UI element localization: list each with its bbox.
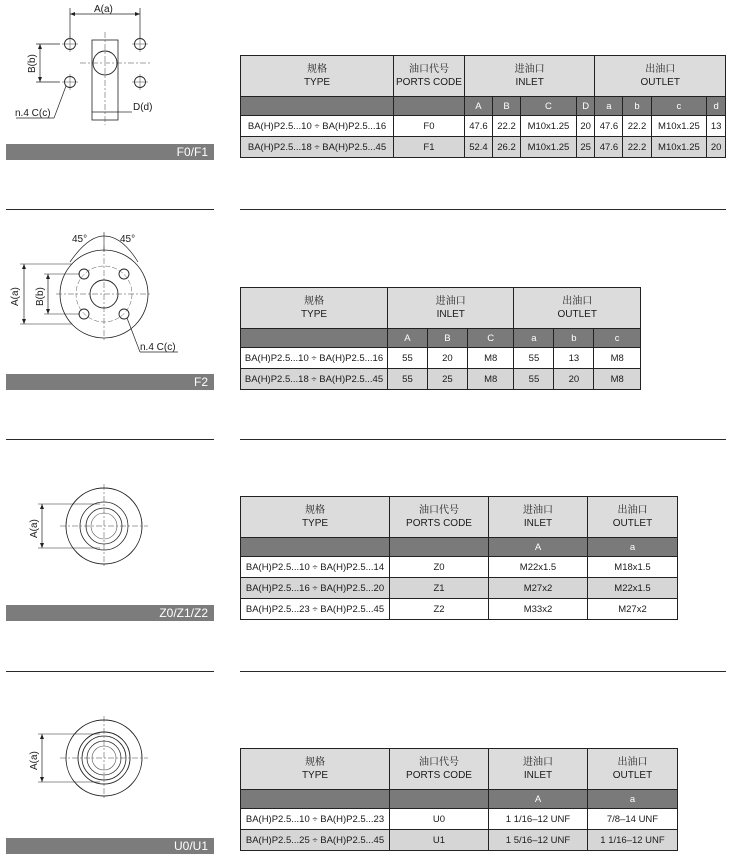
cell: 1 5/16–12 UNF (489, 830, 588, 851)
col-label: a (514, 329, 554, 348)
column-row (241, 329, 641, 348)
cell: BA(H)P2.5...10 ÷ BA(H)P2.5...16 (241, 116, 394, 137)
cell: 25 (427, 369, 467, 390)
dim-b-label: B(b) (35, 287, 46, 306)
cell: Z1 (390, 578, 489, 599)
column-row (241, 790, 678, 809)
dim-c-label: n.4 C(c) (15, 108, 51, 119)
table-row (241, 557, 678, 578)
cell: M27x2 (489, 578, 588, 599)
col-label: b (623, 97, 651, 116)
cell: 22.2 (492, 116, 520, 137)
cell: BA(H)P2.5...10 ÷ BA(H)P2.5...23 (241, 809, 390, 830)
section-divider-right (240, 209, 726, 210)
col-label: b (554, 329, 594, 348)
col-blank (390, 538, 489, 557)
cell: M33x2 (489, 599, 588, 620)
col-label: a (588, 538, 678, 557)
cell: M10x1.25 (651, 137, 707, 158)
col-label: D (576, 97, 595, 116)
col-blank (241, 97, 394, 116)
table-header (241, 497, 678, 538)
cell: BA(H)P2.5...10 ÷ BA(H)P2.5...16 (241, 348, 388, 369)
dim-d-label: D(d) (133, 102, 153, 113)
cell: M22x1.5 (588, 578, 678, 599)
cell: U1 (390, 830, 489, 851)
cell: 7/8–14 UNF (588, 809, 678, 830)
col-label: a (595, 97, 623, 116)
cell: M8 (467, 369, 514, 390)
col-label: C (521, 97, 577, 116)
cell: 52.4 (464, 137, 492, 158)
cell: 25 (576, 137, 595, 158)
cell: 13 (707, 116, 726, 137)
cell: 22.2 (623, 116, 651, 137)
header-outlet: 出油口 OUTLET (514, 288, 641, 329)
table-row (241, 809, 678, 830)
cell: U0 (390, 809, 489, 830)
cell: BA(H)P2.5...23 ÷ BA(H)P2.5...45 (241, 599, 390, 620)
col-blank (394, 97, 465, 116)
table-header (241, 288, 641, 329)
cell: 20 (554, 369, 594, 390)
col-label: a (588, 790, 678, 809)
cell: 20 (576, 116, 595, 137)
header-ports-code: 油口代号 PORTS CODE (390, 749, 489, 790)
table-row (241, 137, 726, 158)
cell: 55 (388, 369, 428, 390)
diagram-f2 (0, 222, 220, 374)
section-label-f0-f1: F0/F1 (6, 144, 214, 160)
column-row (241, 97, 726, 116)
cell: 55 (388, 348, 428, 369)
table-header (241, 56, 726, 97)
diagram-u (0, 700, 220, 840)
diagram-f0-f1 (0, 0, 220, 145)
header-inlet: 进油口 INLET (489, 497, 588, 538)
cell: 47.6 (595, 116, 623, 137)
cell: M8 (594, 348, 641, 369)
cell: Z0 (390, 557, 489, 578)
section-divider-right (240, 671, 726, 672)
diagram-z (0, 470, 220, 610)
header-ports-code: 油口代号 PORTS CODE (394, 56, 465, 97)
cell: 20 (707, 137, 726, 158)
cell: 47.6 (595, 137, 623, 158)
cell: Z2 (390, 599, 489, 620)
cell: 22.2 (623, 137, 651, 158)
dim-a-label: A(a) (29, 519, 40, 538)
cell: M10x1.25 (651, 116, 707, 137)
cell: 20 (427, 348, 467, 369)
cell: M8 (594, 369, 641, 390)
angle-right-label: 45° (120, 234, 136, 245)
dim-a-label: A(a) (10, 287, 21, 306)
cell: 1 1/16–12 UNF (588, 830, 678, 851)
col-label: A (489, 538, 588, 557)
table-row (241, 369, 641, 390)
col-blank (241, 329, 388, 348)
section-label-z: Z0/Z1/Z2 (6, 605, 214, 621)
cell: 1 1/16–12 UNF (489, 809, 588, 830)
cell: M10x1.25 (521, 116, 577, 137)
table-row (241, 348, 641, 369)
cell: BA(H)P2.5...16 ÷ BA(H)P2.5...20 (241, 578, 390, 599)
table-row (241, 578, 678, 599)
cell: 55 (514, 369, 554, 390)
table-row (241, 116, 726, 137)
col-blank (241, 790, 390, 809)
col-blank (241, 538, 390, 557)
cell: 26.2 (492, 137, 520, 158)
section-label-u: U0/U1 (6, 838, 214, 854)
header-type: 规格 TYPE (241, 56, 394, 97)
header-inlet: 进油口 INLET (489, 749, 588, 790)
header-type: 规格 TYPE (241, 497, 390, 538)
header-outlet: 出油口 OUTLET (588, 497, 678, 538)
cell: M10x1.25 (521, 137, 577, 158)
table-row (241, 599, 678, 620)
table-header (241, 749, 678, 790)
dim-b-label: B(b) (27, 54, 38, 73)
col-label: B (427, 329, 467, 348)
cell: BA(H)P2.5...10 ÷ BA(H)P2.5...14 (241, 557, 390, 578)
cell: BA(H)P2.5...18 ÷ BA(H)P2.5...45 (241, 137, 394, 158)
header-outlet: 出油口 OUTLET (595, 56, 726, 97)
cell: BA(H)P2.5...18 ÷ BA(H)P2.5...45 (241, 369, 388, 390)
dim-a-label: A(a) (29, 751, 40, 770)
header-ports-code: 油口代号 PORTS CODE (390, 497, 489, 538)
column-row (241, 538, 678, 557)
col-label: c (651, 97, 707, 116)
cell: 55 (514, 348, 554, 369)
header-inlet: 进油口 INLET (388, 288, 514, 329)
section-divider-right (240, 439, 726, 440)
col-label: A (489, 790, 588, 809)
cell: 13 (554, 348, 594, 369)
header-type: 规格 TYPE (241, 749, 390, 790)
section-label-f2: F2 (6, 374, 214, 390)
col-blank (390, 790, 489, 809)
col-label: C (467, 329, 514, 348)
dim-a-label: A(a) (94, 4, 113, 15)
cell: M27x2 (588, 599, 678, 620)
col-label: B (492, 97, 520, 116)
table-row (241, 830, 678, 851)
section-divider-left (6, 671, 214, 672)
header-type: 规格 TYPE (241, 288, 388, 329)
section-divider-left (6, 209, 214, 210)
section-divider-left (6, 439, 214, 440)
dim-c-label: n.4 C(c) (140, 342, 176, 353)
cell: F1 (394, 137, 465, 158)
cell: M22x1.5 (489, 557, 588, 578)
cell: F0 (394, 116, 465, 137)
col-label: d (707, 97, 726, 116)
header-inlet: 进油口 INLET (464, 56, 594, 97)
col-label: A (464, 97, 492, 116)
header-outlet: 出油口 OUTLET (588, 749, 678, 790)
table-f0-f1 (240, 55, 726, 158)
table-u (240, 748, 678, 851)
cell: M8 (467, 348, 514, 369)
table-f2 (240, 287, 641, 390)
angle-left-label: 45° (72, 234, 88, 245)
cell: M18x1.5 (588, 557, 678, 578)
col-label: c (594, 329, 641, 348)
cell: 47.6 (464, 116, 492, 137)
col-label: A (388, 329, 428, 348)
cell: BA(H)P2.5...25 ÷ BA(H)P2.5...45 (241, 830, 390, 851)
table-z (240, 496, 678, 620)
